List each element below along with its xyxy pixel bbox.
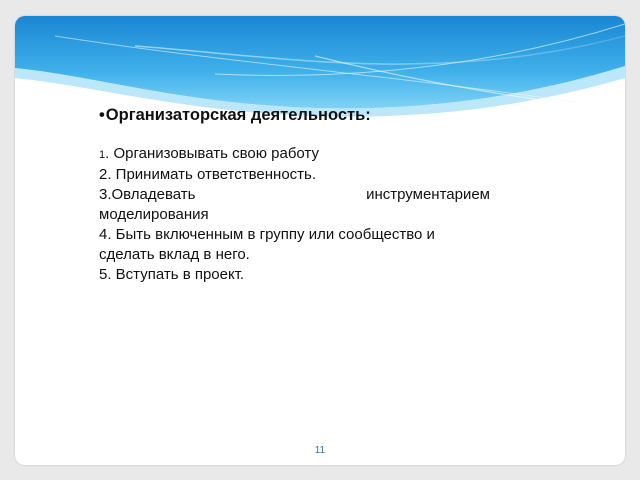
item-text: . Организовывать свою работу (105, 145, 319, 162)
list-item-3-continuation: моделирования (99, 206, 209, 223)
list-item-4: 4. Быть включенным в группу или сообщество и сделать вклад в него. (99, 226, 435, 263)
slide-content (99, 104, 490, 285)
item-text-left: 3.Овладевать (99, 186, 196, 203)
list-item-3 (99, 185, 490, 205)
heading-bullet: • (99, 106, 105, 124)
item-number: 1 (99, 149, 106, 161)
slide (15, 16, 625, 465)
item-text-right: инструментарием (366, 186, 490, 203)
list-item-1 (99, 144, 490, 165)
list-item-5: 5. Вступать в проект. (99, 266, 245, 283)
list-item-2: 2. Принимать ответственность. (99, 166, 317, 183)
slide-heading (99, 104, 490, 126)
heading-text: Организаторская деятельность: (105, 106, 371, 124)
page-number: 11 (314, 445, 326, 456)
